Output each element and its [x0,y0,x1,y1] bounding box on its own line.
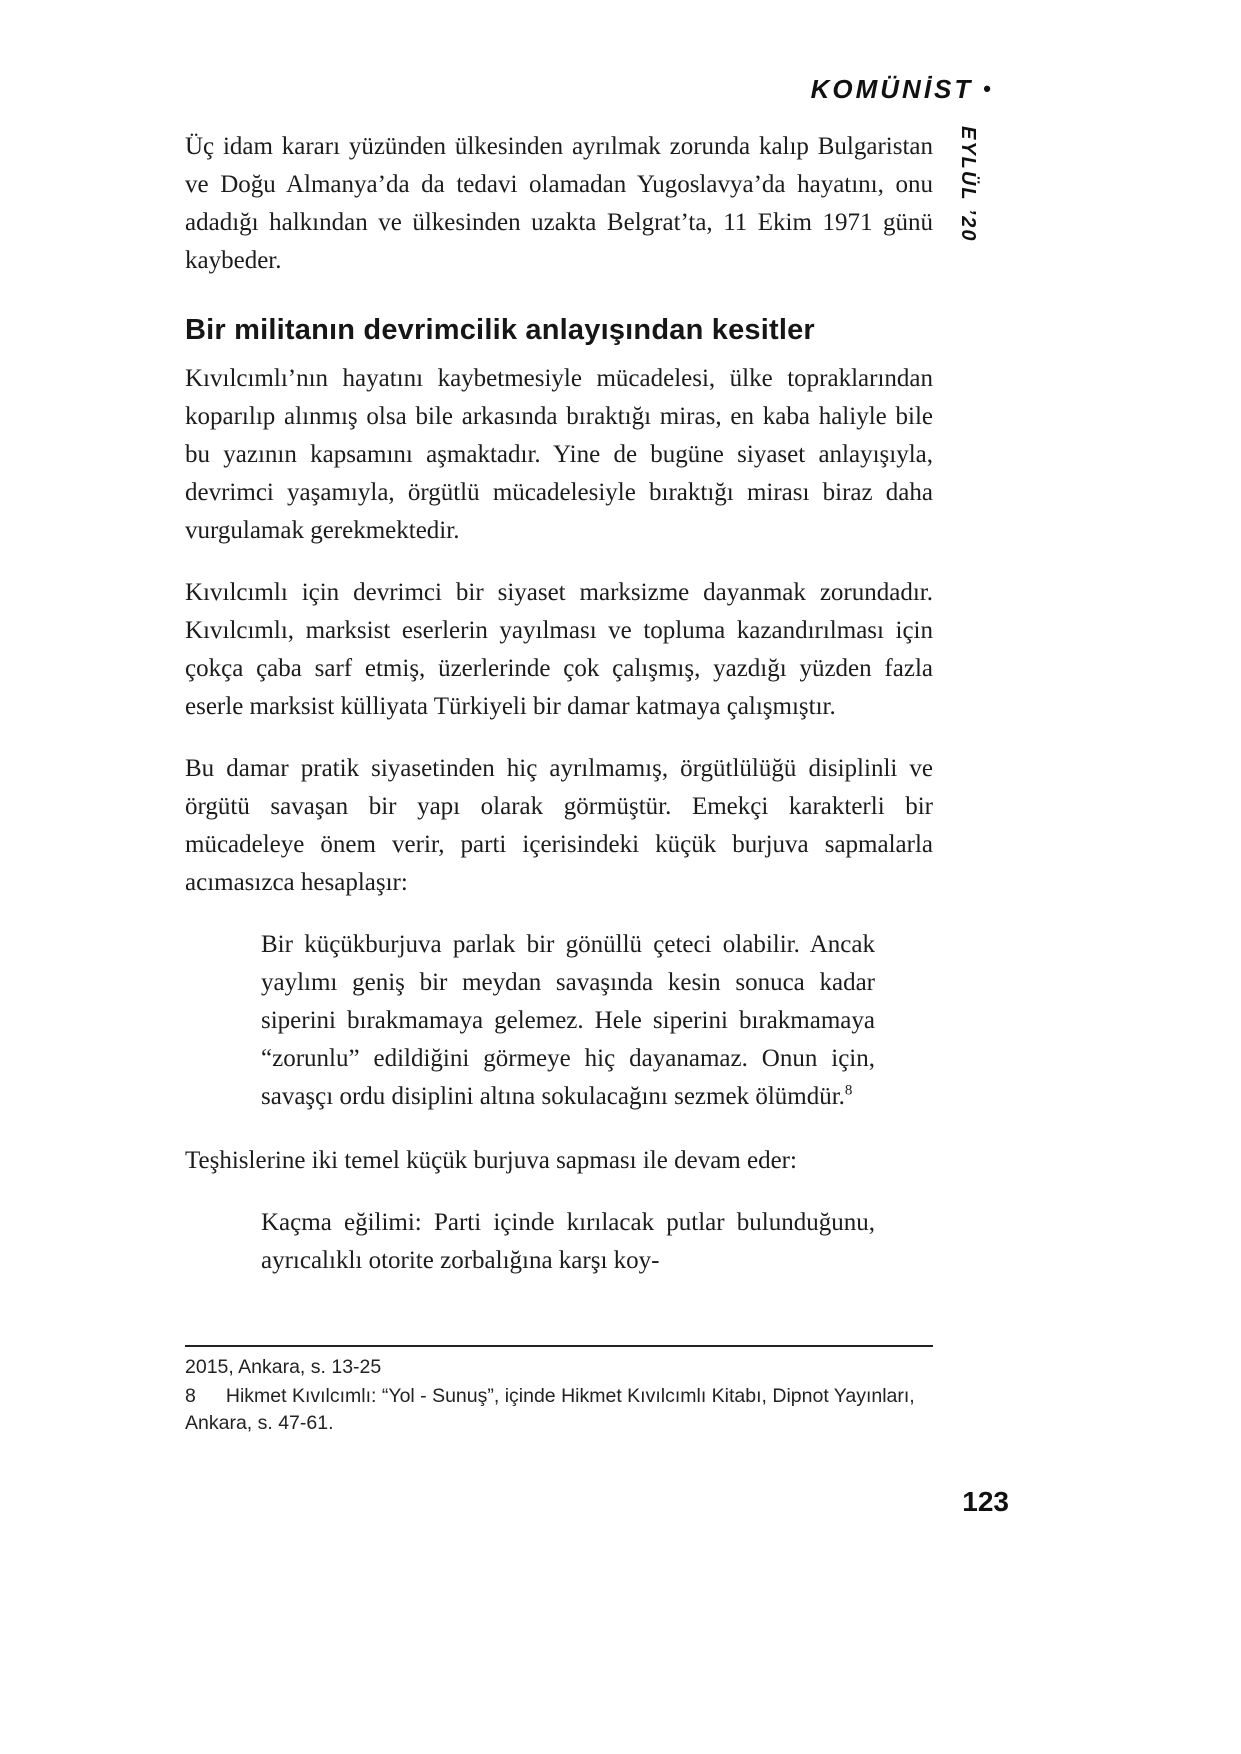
blockquote-2 [261,1204,875,1280]
footnote-reference-8: 8 [844,1082,853,1099]
footnote-8 [185,1383,933,1437]
blockquote-1-text: Bir küçükburjuva parlak bir gönüllü çeteci olabilir. Ancak yaylımı geniş bir meydan savaşında kesin sonuca kadar siperini bırakmamaya gelemez. Hele siperini bırakmamaya “zorunlu” edildiğini görmeye hiç dayanamaz. Onun için, savaşçı ordu disiplini altına sokulacağını sezmek ölümdür. [261,931,875,1110]
paragraph-1: Üç idam kararı yüzünden ülkesinden ayrılmak zorunda kalıp Bulgaristan ve Doğu Almanya’da da tedavi olamadan Yugoslavya’da hayatını, onu adadığı halkından ve ülkesinden uzakta Belgrat’ta, 11 Ekim 1971 günü kaybeder. [185,133,933,274]
footnote-8-text: Hikmet Kıvılcımlı: “Yol - Sunuş”, içinde Hikmet Kıvılcımlı Kitabı, Dipnot Yayınları, Ankara, s. 47-61. [185,1385,915,1434]
paragraph-2: Kıvılcımlı’nın hayatını kaybetmesiyle mücadelesi, ülke topraklarından koparılıp alınmış olsa bile arkasında bıraktığı miras, en kaba haliyle bile bu yazının kapsamını aşmaktadır. Yine de bugüne siyaset anlayışıyla, devrimci yaşamıyla, örgütlü mücadelesiyle bıraktığı mirası biraz daha vurgulamak gerekmektedir. [185,365,933,544]
footnote-8-marker: 8 [185,1385,196,1407]
magazine-header [811,74,991,105]
blockquote-1 [261,926,875,1116]
section-heading: Bir militanın devrimcilik anlayışından kesitler [185,314,815,346]
paragraph-5: Teşhislerine iki temel küçük burjuva sapması ile devam eder: [185,1147,797,1174]
footnote-divider [185,1345,933,1347]
footnote-continuation: 2015, Ankara, s. 13-25 [185,1356,382,1378]
page-body [185,128,933,1306]
page-number: 123 [962,1486,1009,1517]
footnotes-section [185,1354,933,1439]
blockquote-2-text: Kaçma eğilimi: Parti içinde kırılacak putlar bulunduğunu, ayrıcalıklı otorite zorbalığına karşı koy- [261,1209,875,1274]
issue-date: EYLÜL ’20 [957,126,979,243]
paragraph-4: Bu damar pratik siyasetinden hiç ayrılmamış, örgütlülüğü disiplinli ve örgütü savaşan bir yapı olarak görmüştür. Emekçi karakterli bir mücadeleye önem verir, parti içerisindeki küçük burjuva sapmalarla acımasızca hesaplaşır: [185,755,933,896]
paragraph-3: Kıvılcımlı için devrimci bir siyaset marksizme dayanmak zorundadır. Kıvılcımlı, marksist eserlerin yayılması ve topluma kazandırılması için çokça çaba sarf etmiş, üzerlerinde çok çalışmış, yazdığı yüzden fazla eserle marksist külliyata Türkiyeli bir damar katmaya çalışmıştır. [185,579,933,720]
magazine-title: KOMÜNİST [810,74,974,104]
header-bullet: • [983,76,991,101]
